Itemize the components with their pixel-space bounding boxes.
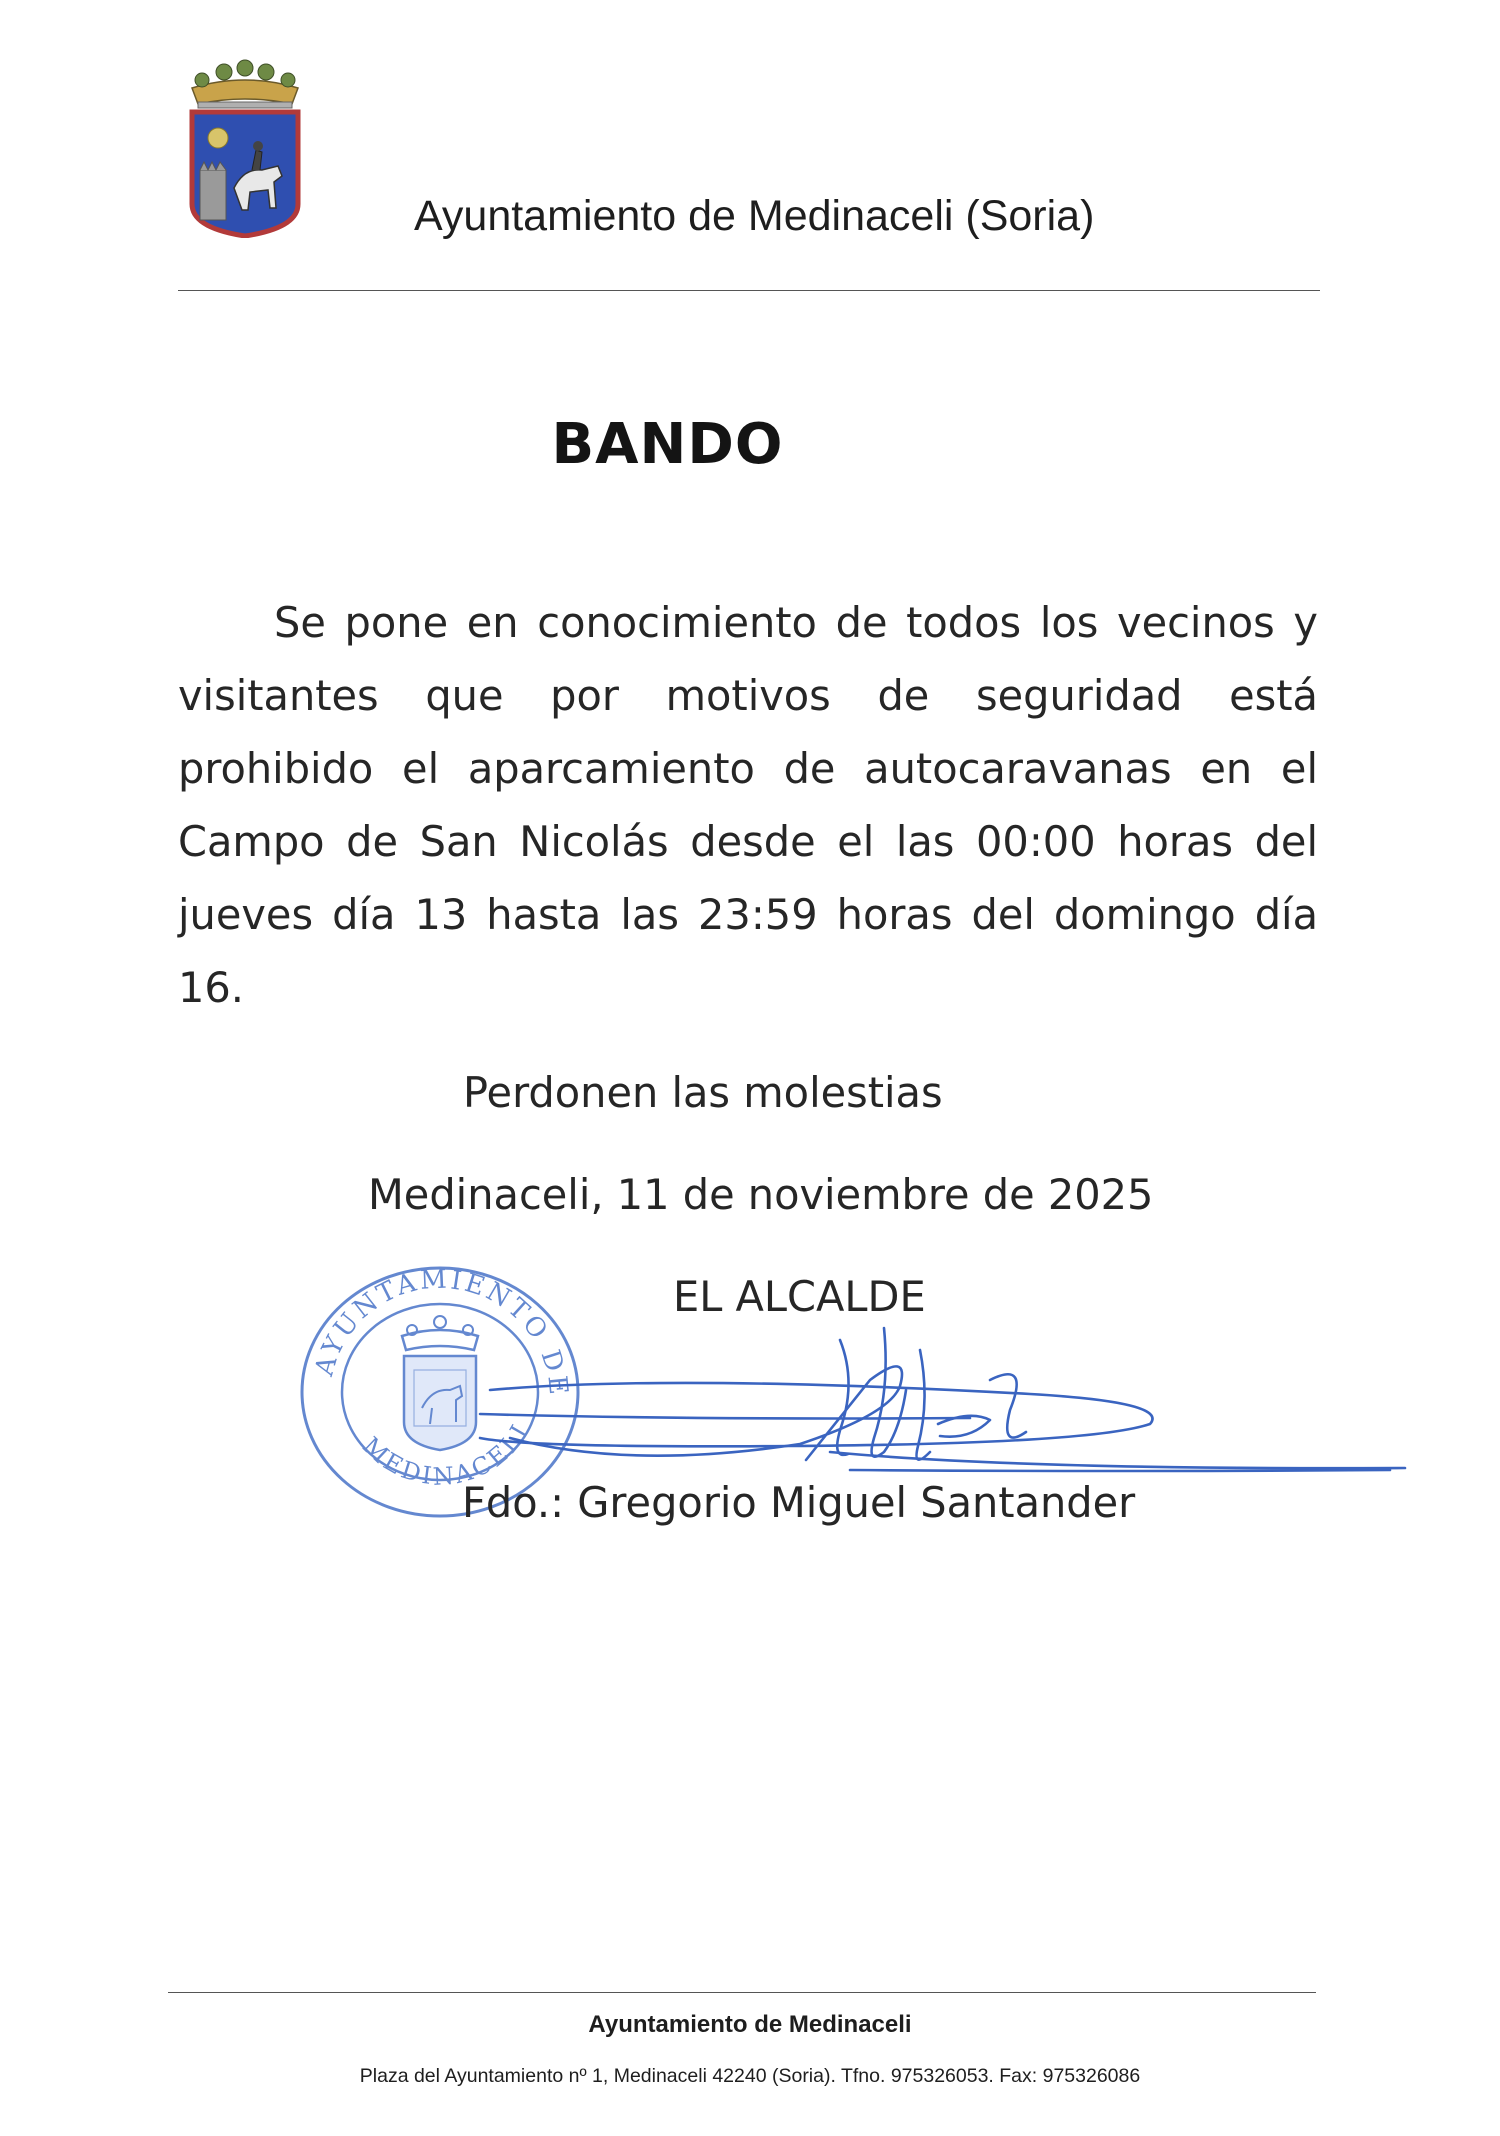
footer-divider — [168, 1992, 1316, 1993]
svg-text:AYUNTAMIENTO DE: AYUNTAMIENTO DE — [309, 1264, 574, 1399]
header-title: Ayuntamiento de Medinaceli (Soria) — [414, 192, 1095, 240]
coat-of-arms-icon — [178, 58, 312, 238]
document-title: BANDO — [551, 412, 784, 477]
svg-text:MEDINACELI: MEDINACELI — [357, 1417, 536, 1491]
footer-organization: Ayuntamiento de Medinaceli — [588, 2011, 912, 2038]
closing-text: Perdonen las molestias — [463, 1068, 943, 1117]
body-paragraph: Se pone en conocimiento de todos los vecinos y visitantes que por motivos de seguridad está prohibido el aparcamiento de autocaravanas en el Campo de San Nicolás desde el las 00:00 horas del jueves día 13 hasta las 23:59 horas del domingo día 16. — [178, 598, 1318, 1012]
footer-contact-info: Plaza del Ayuntamiento nº 1, Medinaceli 42240 (Soria). Tfno. 975326053. Fax: 975326086 — [359, 2065, 1141, 2087]
place-date: Medinaceli, 11 de noviembre de 2025 — [368, 1170, 1154, 1219]
header-divider — [178, 290, 1320, 291]
signer-name: Fdo.: Gregorio Miguel Santander — [462, 1478, 1136, 1527]
signer-role: EL ALCALDE — [673, 1272, 926, 1321]
